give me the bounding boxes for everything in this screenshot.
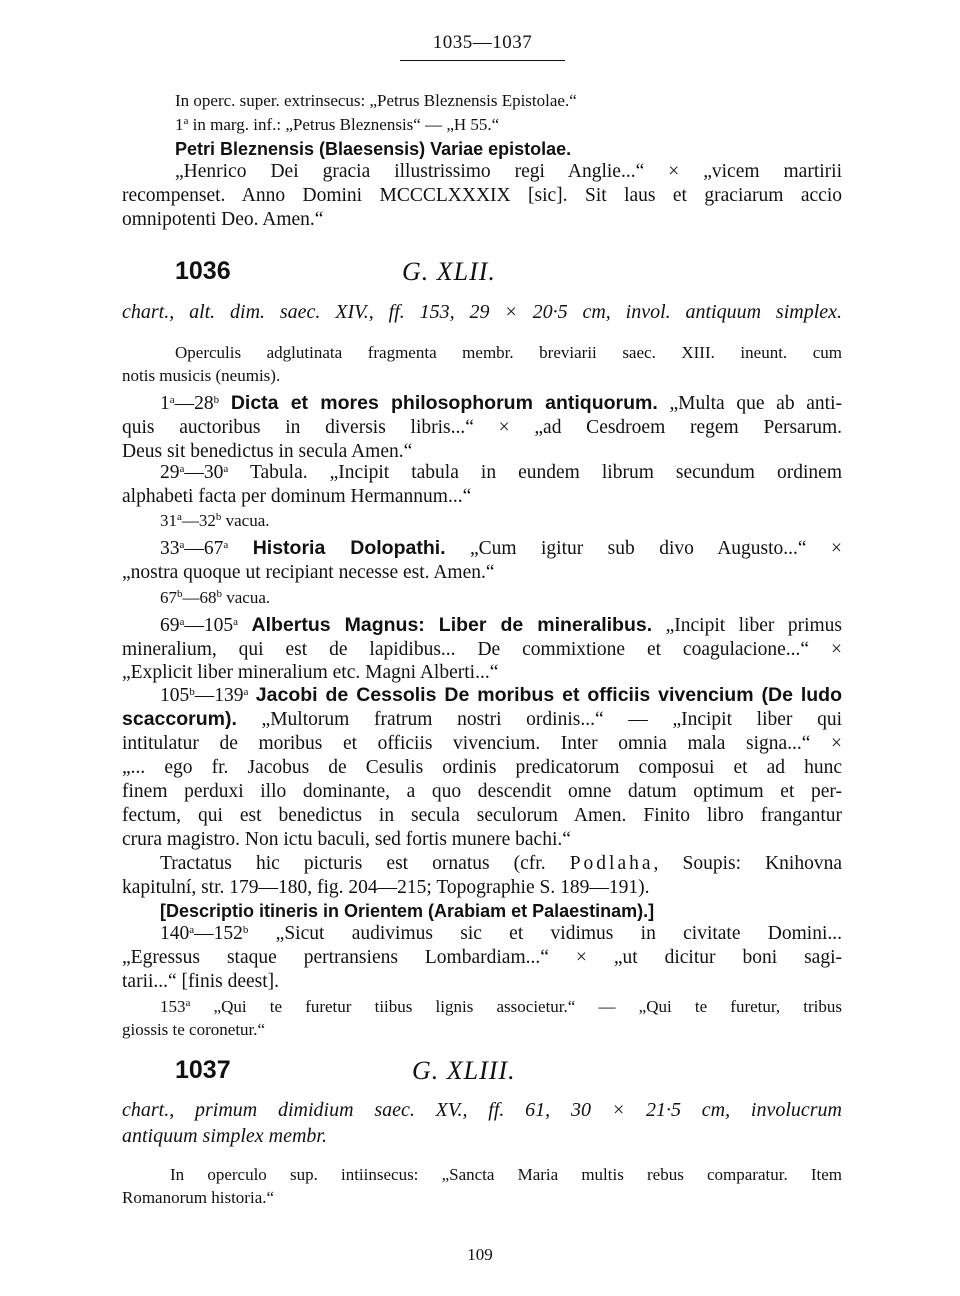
section-title: Jacobi de Cessolis De moribus et officiis vivencium (De ludo — [255, 684, 843, 706]
entry-1035-explicit-end: omnipotenti Deo. Amen.“ — [122, 209, 324, 230]
entry-1036-section-9-line-2: giossis te coronetur.“ — [122, 1020, 266, 1039]
entry-1036-section-1-line-3: Deus sit benedictus in secula Amen.“ — [122, 441, 413, 462]
entry-1037-cover: In operculo sup. intiinsecus: „Sancta Maria multis rebus comparatur. Item — [170, 1165, 842, 1184]
entry-1036-section-4: 33$^a$—67$^a$ Historia Dolopathi. „Cum igitur sub divo Augusto...“ × — [160, 537, 842, 559]
section-title-end: scaccorum). — [122, 708, 237, 730]
entry-1036-section-7-line-7: crura magistro. Non ictu baculi, sed fortis munere bachi.“ — [122, 829, 571, 850]
entry-1035-incipit: „Henrico Dei gracia illustrissimo regi Anglie...“ × „vicem martirii — [175, 161, 842, 182]
entry-1036-section-8: 140$^a$—152$^b$ „Sicut audivimus sic et vidimus in civitate Domini... — [160, 923, 842, 944]
section-title: Dicta et mores philosophorum antiquorum. — [230, 392, 658, 414]
entry-1036-section-8-title: [Descriptio itineris in Orientem (Arabiam et Palaestinam).] — [160, 901, 655, 921]
entry-1036-section-1: 1$^a$—28$^b$ Dicta et mores philosophorum antiquorum. „Multa que ab anti- — [160, 392, 842, 414]
entry-1035-line-1: In operc. super. extrinsecus: „Petrus Bleznensis Epistolae.“ — [175, 91, 577, 110]
entry-1036-illustration-note-line-2: kapitulní, str. 179—180, fig. 204—215; Topographie S. 189—191). — [122, 877, 650, 898]
entry-1036-number: 1036 — [175, 257, 231, 285]
author-name: Podlaha — [569, 853, 654, 874]
entry-1037-shelfmark: G. XLIII. — [412, 1056, 516, 1085]
section-title: Historia Dolopathi. — [252, 537, 446, 559]
entry-1036-section-8-line-2: „Egressus staque pertransiens Lombardiam...“ × „ut dicitur boni sagi- — [122, 947, 842, 968]
entry-1036-shelfmark: G. XLII. — [402, 257, 496, 286]
running-header: 1035—1037 — [432, 32, 533, 53]
entry-1037-number: 1037 — [175, 1056, 231, 1084]
entry-1035-line-2: 1$^a$ in marg. inf.: „Petrus Bleznensis“ — „H 55.“ — [175, 115, 500, 134]
header-rule — [400, 60, 565, 61]
entry-1036-section-7-line-4: „... ego fr. Jacobus de Cesulis ordinis predicatorum composui et ad hunc — [122, 757, 842, 778]
entry-1036-section-8-line-3: tarii...“ [finis deest]. — [122, 971, 280, 992]
entry-1037-description: chart., primum dimidium saec. XV., ff. 61, 30 × 21·5 cm, involucrum — [122, 1099, 842, 1121]
entry-1036-section-3: 31$^a$—32$^b$ vacua. — [160, 511, 270, 530]
entry-1036-section-6-line-3: „Explicit liber mineralium etc. Magni Alberti...“ — [122, 662, 499, 683]
entry-1036-section-7-line-3: intitulatur de moribus et officiis vivencium. Inter omnia mala signa...“ × — [122, 733, 842, 754]
entry-1036-illustration-note: Tractatus hic picturis est ornatus (cfr. Podlaha, Soupis: Knihovna — [160, 853, 842, 874]
entry-1037-cover-line-2: Romanorum historia.“ — [122, 1188, 275, 1207]
entry-1036-section-2-line-2: alphabeti facta per dominum Hermannum...“ — [122, 486, 472, 507]
entry-1036-section-6: 69$^a$—105$^a$ Albertus Magnus: Liber de mineralibus. „Incipit liber primus — [160, 614, 842, 636]
entry-1036-section-7-line-6: fectum, qui est benedictus in secula seculorum Amen. Finito libro frangantur — [122, 805, 842, 826]
entry-1036-section-9: 153$^a$ „Qui te furetur tiibus lignis associetur.“ — „Qui te furetur, tribus — [160, 997, 842, 1016]
entry-1036-section-2: 29$^a$—30$^a$ Tabula. „Incipit tabula in eundem librum secundum ordinem — [160, 462, 842, 483]
entry-1036-section-7-line-5: finem perduxi illo dominante, a quo descendit omne datum optimum et per- — [122, 781, 842, 802]
entry-1036-section-7-line-2: scaccorum). „Multorum fratrum nostri ordinis...“ — „Incipit liber qui — [122, 708, 842, 730]
entry-1037-description-line-2: antiquum simplex membr. — [122, 1125, 327, 1147]
entry-1035-title: Petri Bleznensis (Blaesensis) Variae epistolae. — [175, 139, 572, 159]
section-title: Albertus Magnus: Liber de mineralibus. — [251, 614, 653, 636]
page-number: 109 — [467, 1245, 493, 1264]
entry-1035-explicit: recompenset. Anno Domini MCCCLXXXIX [sic]. Sit laus et graciarum accio — [122, 185, 842, 206]
entry-1036-section-7: 105$^b$—139$^a$ Jacobi de Cessolis De moribus et officiis vivencium (De ludo — [160, 684, 843, 706]
entry-1036-section-6-line-2: mineralium, qui est de lapidibus... De commixtione et coagulacione...“ × — [122, 639, 842, 660]
entry-1036-section-5: 67$^b$—68$^b$ vacua. — [160, 588, 271, 607]
entry-1036-section-1-line-2: quis auctoribus in diversis libris...“ × „ad Cesdroem regem Persarum. — [122, 417, 842, 438]
entry-1036-description: chart., alt. dim. saec. XIV., ff. 153, 29 × 20·5 cm, invol. antiquum simplex. — [122, 301, 842, 323]
entry-1036-section-4-line-2: „nostra quoque ut recipiant necesse est. Amen.“ — [122, 562, 495, 583]
entry-1036-covers-1: Operculis adglutinata fragmenta membr. breviarii saec. XIII. ineunt. cum — [175, 343, 842, 362]
entry-1036-covers-2: notis musicis (neumis). — [122, 366, 281, 385]
